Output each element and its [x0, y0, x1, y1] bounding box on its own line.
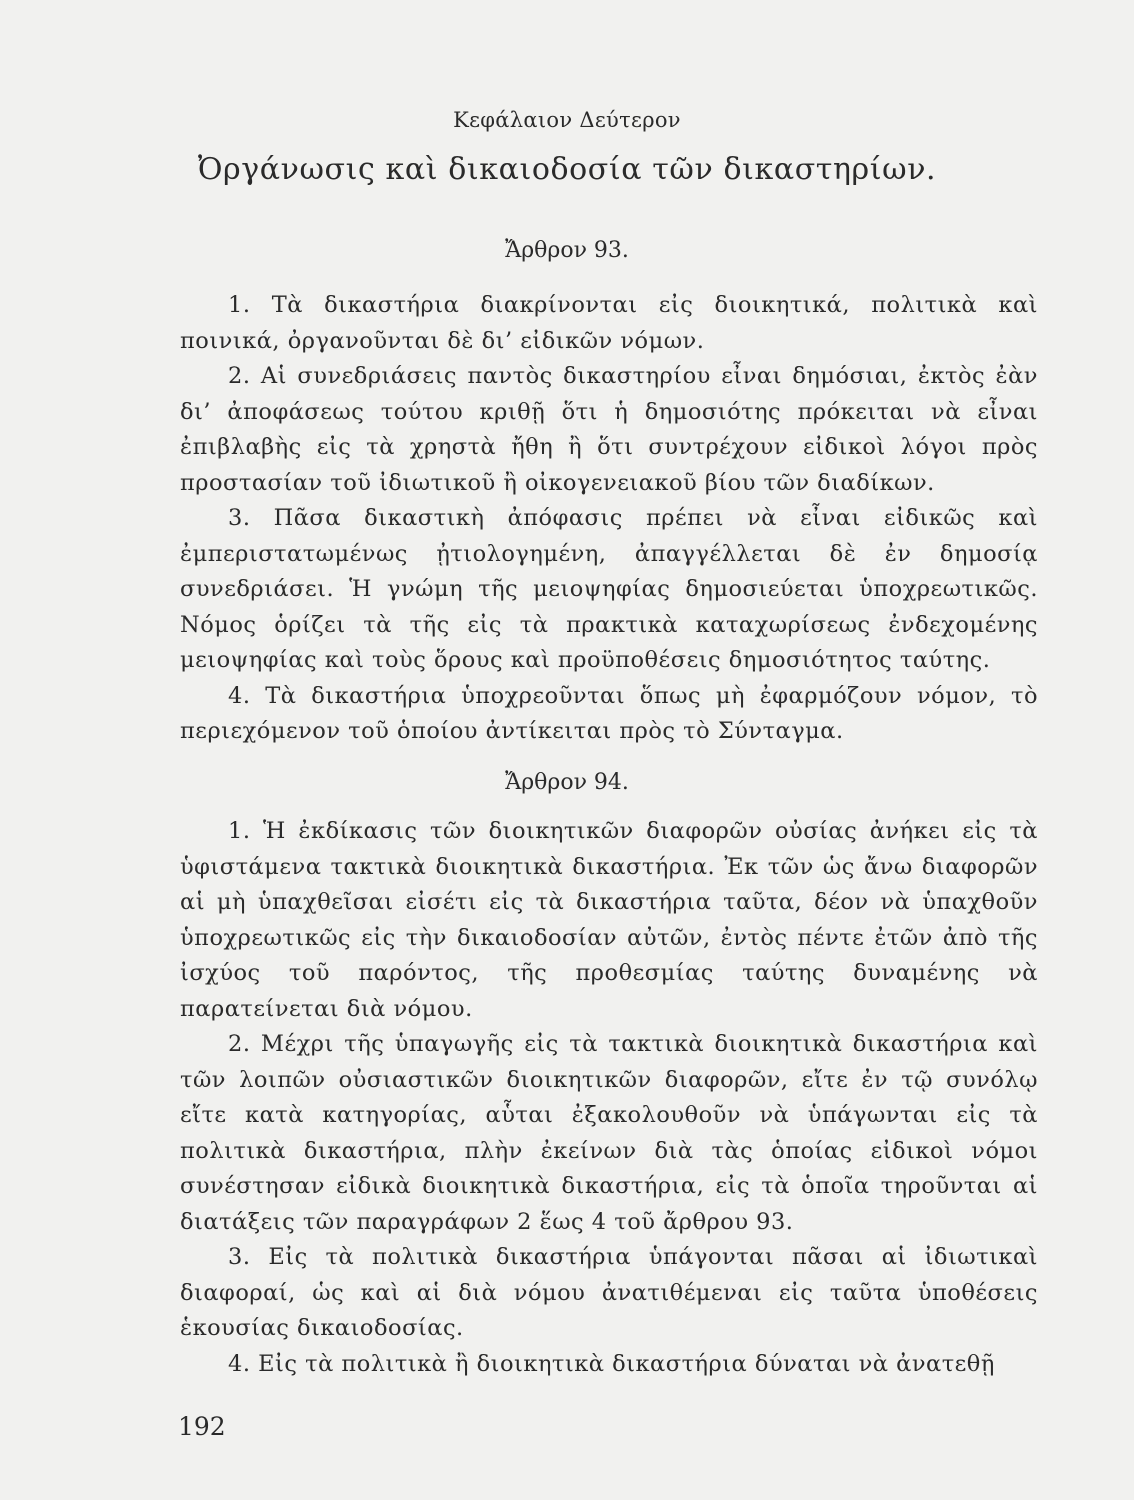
chapter-label: Κεφάλαιον Δεύτερον	[453, 108, 681, 132]
article-93-paragraph-3: 3. Πᾶσα δικαστικὴ ἀπόφασις πρέπει νὰ εἶναι εἰδικῶς καὶ ἐμπεριστατωμένως ᾐτιολογημένη, ἀπαγγέλλεται δὲ ἐν δημοσίᾳ συνεδριάσει. Ἡ γνώμη τῆς μειοψηφίας δημοσιεύεται ὑποχρεωτικῶς. Νόμος ὁρίζει τὰ τῆς εἰς τὰ πρακτικὰ καταχωρίσεως ἐνδεχομένης μειοψηφίας καὶ τοὺς ὅρους καὶ προϋποθέσεις δημοσιότητος ταύτης.	[180, 505, 1038, 673]
section-title: Ὀργάνωσις καὶ δικαιοδοσία τῶν δικαστηρίων.	[197, 152, 937, 187]
page-number: 192	[178, 1412, 226, 1441]
article-94-paragraph-4: 4. Εἰς τὰ πολιτικὰ ἢ διοικητικὰ δικαστήρια δύναται νὰ ἀνατεθῇ	[228, 1350, 995, 1377]
article-94-paragraph-3: 3. Εἰς τὰ πολιτικὰ δικαστήρια ὑπάγονται πᾶσαι αἱ ἰδιωτικαὶ διαφοραί, ὡς καὶ αἱ διὰ νόμου ἀνατιθέμεναι εἰς ταῦτα ὑποθέσεις ἑκουσίας δικαιοδοσίας.	[180, 1244, 1038, 1341]
article-94-body	[180, 814, 1038, 1382]
article-93-body	[180, 288, 1038, 750]
article-93-heading: Ἄρθρον 93.	[505, 238, 629, 263]
article-94-paragraph-1: 1. Ἡ ἐκδίκασις τῶν διοικητικῶν διαφορῶν οὐσίας ἀνήκει εἰς τὰ ὑφιστάμενα τακτικὰ διοικητικὰ δικαστήρια. Ἐκ τῶν ὡς ἄνω διαφορῶν αἱ μὴ ὑπαχθεῖσαι εἰσέτι εἰς τὰ δικαστήρια ταῦτα, δέον νὰ ὑπαχθοῦν ὑποχρεωτικῶς εἰς τὴν δικαιοδοσίαν αὐτῶν, ἐντὸς πέντε ἐτῶν ἀπὸ τῆς ἰσχύος τοῦ παρόντος, τῆς προθεσμίας ταύτης δυναμένης νὰ παρατείνεται διὰ νόμου.	[180, 818, 1038, 1022]
article-94-paragraph-2: 2. Μέχρι τῆς ὑπαγωγῆς εἰς τὰ τακτικὰ διοικητικὰ δικαστήρια καὶ τῶν λοιπῶν οὐσιαστικῶν διοικητικῶν διαφορῶν, εἴτε ἐν τῷ συνόλῳ εἴτε κατὰ κατηγορίας, αὗται ἐξακολουθοῦν νὰ ὑπάγωνται εἰς τὰ πολιτικὰ δικαστήρια, πλὴν ἐκείνων διὰ τὰς ὁποίας εἰδικοὶ νόμοι συνέστησαν εἰδικὰ διοικητικὰ δικαστήρια, εἰς τὰ ὁποῖα τηροῦνται αἱ διατάξεις τῶν παραγράφων 2 ἕως 4 τοῦ ἄρθρου 93.	[180, 1031, 1038, 1235]
article-93-paragraph-1: 1. Τὰ δικαστήρια διακρίνονται εἰς διοικητικά, πολιτικὰ καὶ ποινικά, ὀργανοῦνται δὲ δι’ εἰδικῶν νόμων.	[180, 292, 1038, 354]
article-93-paragraph-2: 2. Αἱ συνεδριάσεις παντὸς δικαστηρίου εἶναι δημόσιαι, ἐκτὸς ἐὰν δι’ ἀποφάσεως τούτου κριθῇ ὅτι ἡ δημοσιότης πρόκειται νὰ εἶναι ἐπιβλαβὴς εἰς τὰ χρηστὰ ἤθη ἢ ὅτι συντρέχουν εἰδικοὶ λόγοι πρὸς προστασίαν τοῦ ἰδιωτικοῦ ἢ οἰκογενειακοῦ βίου τῶν διαδίκων.	[180, 363, 1038, 496]
article-93-paragraph-4: 4. Τὰ δικαστήρια ὑποχρεοῦνται ὅπως μὴ ἐφαρμόζουν νόμον, τὸ περιεχόμενον τοῦ ὁποίου ἀντίκειται πρὸς τὸ Σύνταγμα.	[180, 682, 1038, 744]
article-94-heading: Ἄρθρον 94.	[505, 770, 629, 795]
